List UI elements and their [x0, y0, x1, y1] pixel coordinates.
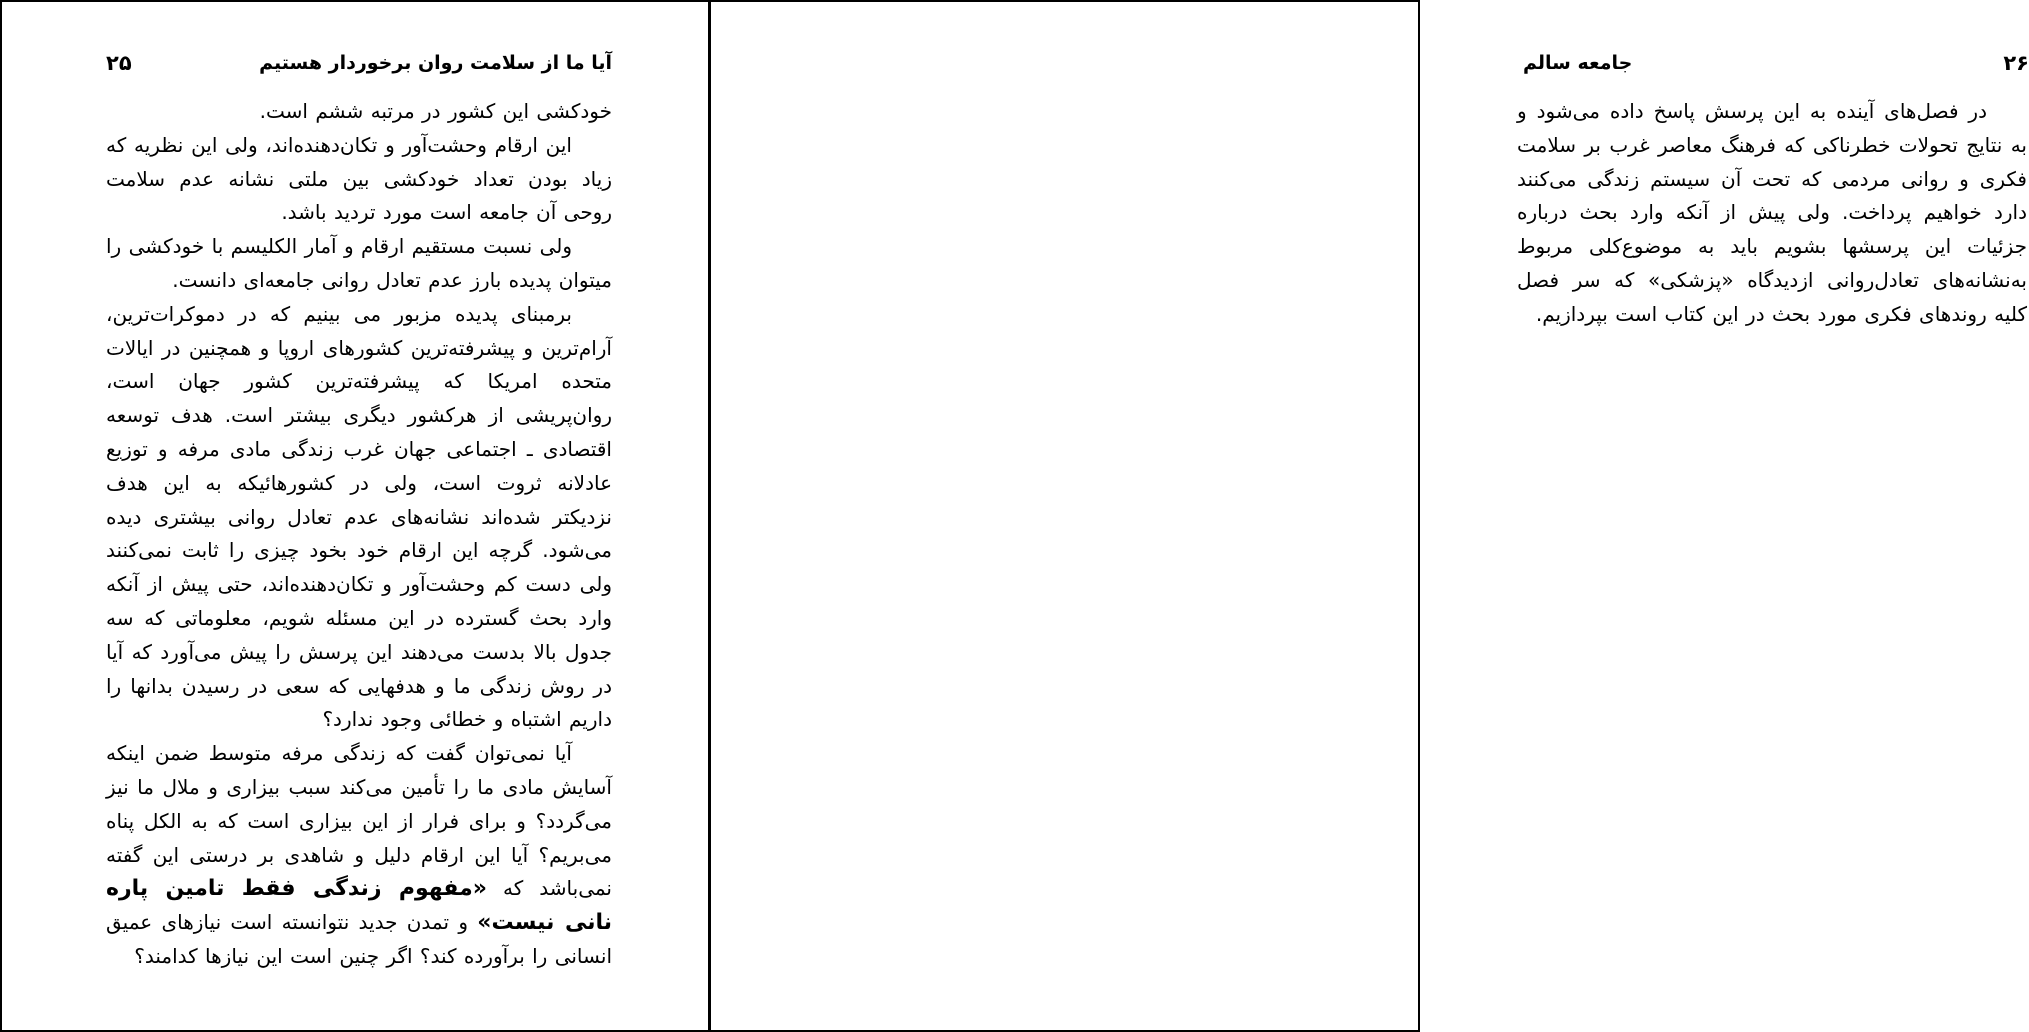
paragraph: خودکشی این کشور در مرتبه ششم است.	[259, 99, 612, 123]
paragraph-text: آیا نمی‌توان گفت که زندگی مرفه متوسط ضمن اینکه آسایش مادی ما را تأمین می‌کند سبب بیزاری و ملال ما نیز می‌گردد؟ و برای فرار از این بیزاری است که به الکل پناه می‌بریم؟ آیا این ارقام دلیل و شاهدی بر درستی این گفته نمی‌باشد که	[106, 741, 612, 901]
right-running-title: جامعه سالم	[1523, 52, 1633, 74]
right-page	[711, 0, 2029, 1032]
left-page-number: ۲۵	[106, 51, 132, 75]
paragraph-text: و تمدن جدید نتوانسته است نیازهای عمیق انسانی را برآورده کند؟ اگر چنین است این نیازها کدامند؟	[106, 910, 612, 968]
left-page	[0, 0, 709, 1032]
paragraph-last	[106, 737, 612, 974]
right-page-body	[1517, 95, 2027, 332]
left-running-title: آیا ما از سلامت روان برخوردار هستیم	[259, 52, 612, 74]
paragraph: ولی نسبت مستقیم ارقام و آمار الکلیسم با خودکشی را میتوان پدیده بارز عدم تعادل روانی جامعه‌ای دانست.	[106, 234, 612, 292]
paragraph: این ارقام وحشت‌آور و تکان‌دهنده‌اند، ولی این نظریه که زیاد بودن تعداد خودکشی بین ملتی نشانه عدم سلامت روحی آن جامعه است مورد تردید باشد.	[106, 132, 612, 225]
paragraph: در فصل‌های آینده به این پرسش پاسخ داده می‌شود و به نتایج تحولات خطرناکی که فرهنگ معاصر غرب بر سلامت فکری و روانی مردمی که تحت آن سیستم زندگی می‌کنند دارد خواهیم پرداخت. ولی پیش از آنکه وارد بحث درباره جزئیات این پرسشها بشویم باید به موضوع‌کلی مربوط به‌نشانه‌های تعادل‌روانی ازدیدگاه «پزشکی» که سر فصل کلیه روندهای فکری مورد بحث در این کتاب است بپردازیم.	[1517, 99, 2027, 326]
right-page-header	[1523, 48, 2029, 78]
left-page-header	[106, 48, 612, 78]
paragraph: برمبنای پدیده مزبور می بینیم که در دموکرات‌ترین، آرام‌ترین و پیشرفته‌ترین کشورهای اروپا و همچنین در ایالات متحده امریکا که پیشرفته‌ترین کشور جهان است، روان‌پریشی از هرکشور دیگری بیشتر است. هدف توسعه اقتصادی ـ اجتماعی جهان غرب زندگی مادی مرفه و توزیع عادلانه ثروت است، ولی در کشورهائیکه به این هدف نزدیکتر شده‌اند نشانه‌های عدم تعادل روانی بیشتری دیده می‌شود. گرچه این ارقام خود بخود چیزی را ثابت نمی‌کنند ولی دست کم وحشت‌آور و تکان‌دهنده‌اند، حتی پیش از آنکه وارد بحث گسترده در این مسئله شویم، معلوماتی که سه جدول بالا بدست می‌دهند این پرسش را پیش می‌آورد که آیا در روش زندگی ما و هدفهایی که سعی در رسیدن بدانها را داریم اشتباه و خطائی وجود ندارد؟	[106, 301, 612, 732]
right-page-number: ۲۶	[2003, 51, 2029, 75]
left-page-body	[106, 95, 612, 974]
emphasized-quote: «مفهوم زندگی فقط تامین پاره نانی نیست»	[106, 876, 613, 936]
